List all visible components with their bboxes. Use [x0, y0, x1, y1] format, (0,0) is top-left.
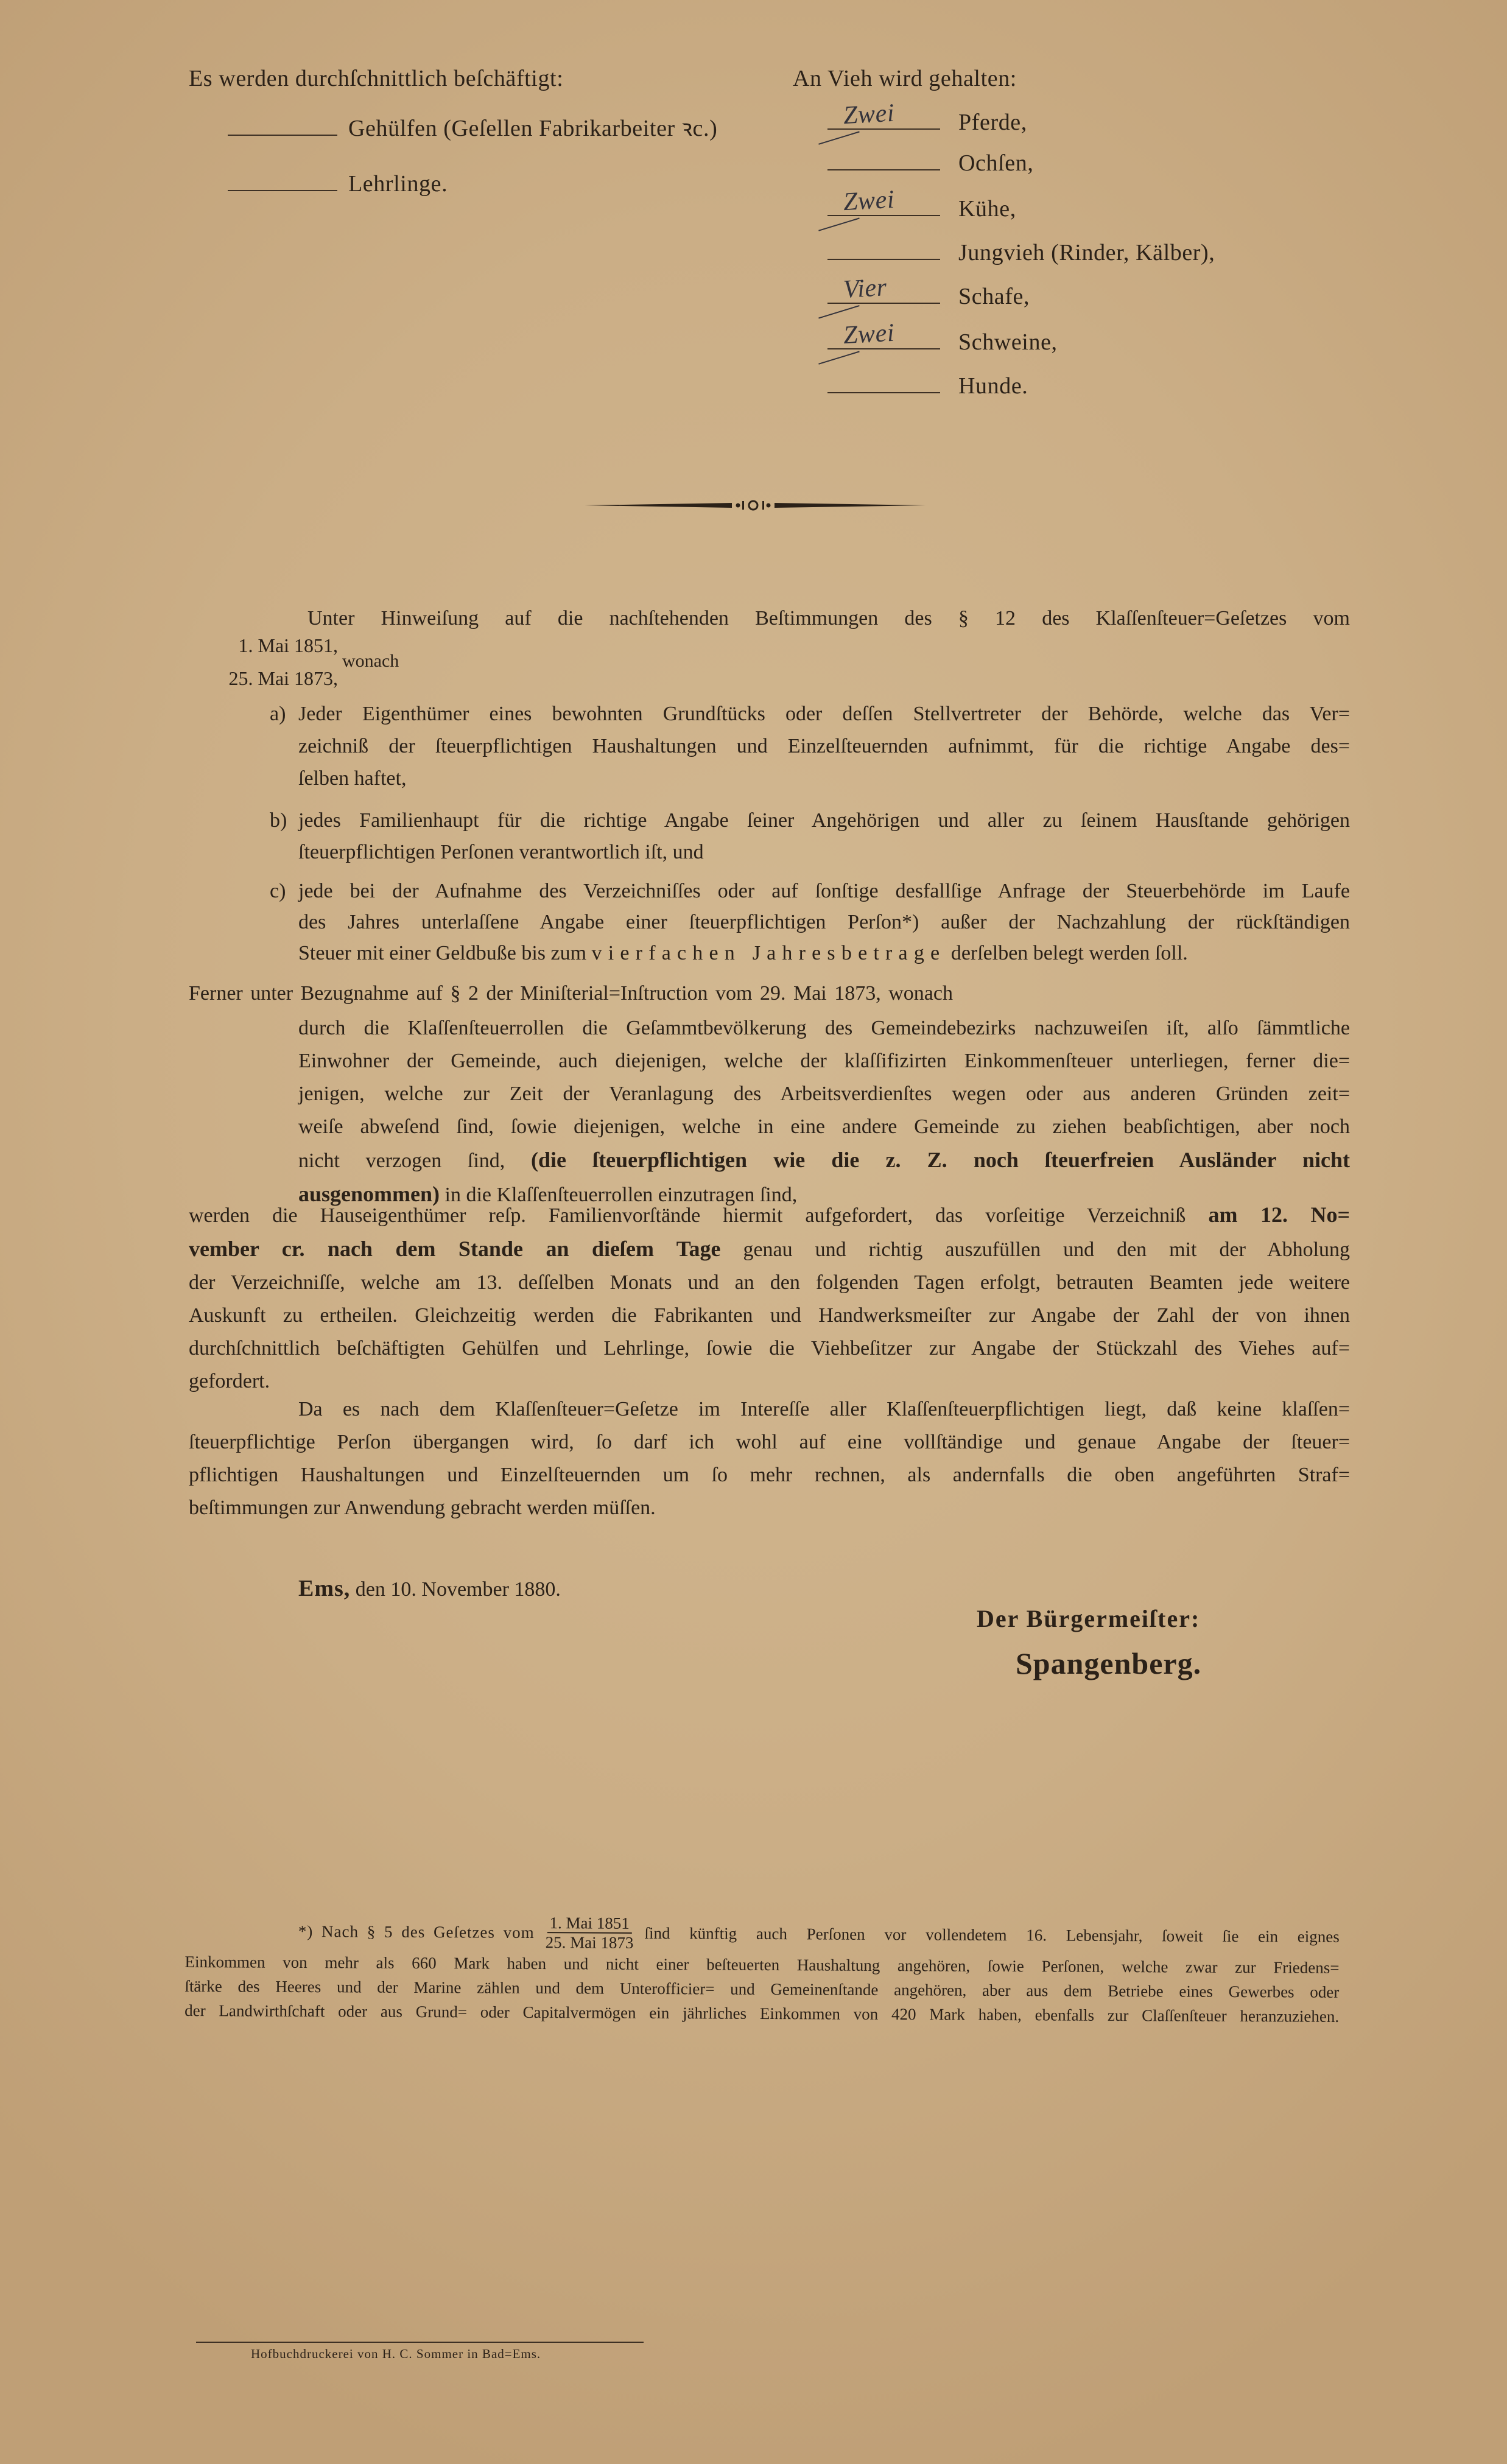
provision-b-marker: b)	[270, 809, 287, 832]
mayor-signature-name: Spangenberg.	[1016, 1646, 1202, 1680]
request-line-6: gefordert.	[189, 1370, 270, 1392]
pigs-label: Schweine,	[958, 329, 1058, 355]
provision-c-line-3-end: derſelben belegt werden ſoll.	[946, 942, 1188, 964]
ornamental-divider	[578, 496, 932, 514]
mayor-title: Der Bürgermeiſter:	[977, 1605, 1201, 1632]
provision-a-line-2: zeichniß der ſteuerpflichtigen Haushaltungen und Einzelſteuernden aufnimmt, für die richtige Angabe des=	[298, 735, 1350, 757]
divider-bar-right	[762, 501, 764, 510]
request-line-3: der Verzeichniſſe, welche am 13. deſſelben Monats und an den folgenden Tagen erfolgt, betrauten Beamten jede weitere	[189, 1271, 1350, 1294]
imprint-rule	[196, 2342, 644, 2343]
request-line-1-bold: am 12. No=	[1208, 1202, 1351, 1227]
livestock-row-cows	[827, 185, 1016, 224]
livestock-row-dogs	[827, 371, 1028, 401]
assistants-label: Gehülfen (Geſellen Fabrikarbeiter ꝛc.)	[348, 116, 718, 141]
footnote-line-3: ſtärke des Heeres und der Marine zählen und dem Unterofficier= und Gemeinenſtande angehören, aber aus dem Betriebe eines Gewerbes oder	[184, 1976, 1340, 2001]
ferner-line-6-text: in die Klaſſenſteuerrollen einzutragen ſind,	[440, 1184, 798, 1206]
divider-dot-left	[736, 504, 740, 508]
footnote-line-1	[298, 1912, 1340, 1956]
divider-bar-left	[742, 501, 744, 510]
provision-c	[270, 876, 1350, 969]
divider-right-taper	[775, 503, 926, 508]
ferner-line-5	[298, 1143, 1350, 1178]
provision-a	[270, 698, 1350, 795]
provision-a-line-1: Jeder Eigenthümer eines bewohnten Grundſtücks oder deſſen Stellvertreter der Behörde, welche das Ver=	[298, 703, 1350, 725]
livestock-row-oxen	[827, 148, 1033, 178]
apprentices-label: Lehrlinge.	[348, 171, 448, 197]
livestock-heading: An Vieh wird gehalten:	[793, 66, 1017, 91]
provision-b-line-1: jedes Familienhaupt für die richtige Angabe ſeiner Angehörigen und aller zu ſeinem Hausſtande gehörigen	[298, 809, 1350, 832]
ferner-body	[298, 1012, 1350, 1212]
provision-a-marker: a)	[270, 703, 286, 725]
dogs-count-blank	[827, 392, 940, 393]
footnote-body	[184, 1950, 1340, 2029]
printer-imprint: Hofbuchdruckerei von H. C. Sommer in Bad=Ems.	[251, 2346, 541, 2361]
horses-label: Pferde,	[958, 110, 1027, 135]
livestock-row-horses	[827, 99, 1027, 138]
provision-c-line-2: des Jahres unterlaſſene Angabe einer ſteuerpflichtigen Perſon*) außer der Nachzahlung der rückſtändigen	[298, 911, 1350, 933]
notice-intro: Unter Hinweiſung auf die nachſtehenden Beſtimmungen des § 12 des Klaſſenſteuer=Geſetzes vom	[307, 607, 1350, 630]
staff-heading: Es werden durchſchnittlich beſchäftigt:	[189, 66, 564, 91]
provision-a-line-3: ſelben haftet,	[298, 767, 407, 790]
law-date-1: 1. Mai 1851,	[238, 634, 338, 656]
ferner-line-4: weiſe abweſend ſind, ſowie diejenigen, welche in eine andere Gemeinde zu ziehen beabſichtigen, aber noch	[298, 1115, 1350, 1138]
footnote-line-1-rest: ſind künftig auch Perſonen vor vollendetem 16. Lebensjahr, ſoweit ſie ein eignes	[644, 1923, 1340, 1946]
young-cattle-count-blank	[827, 259, 940, 260]
divider-dot-right	[767, 504, 771, 508]
ferner-line-3: jenigen, welche zur Zeit der Veranlagung des Arbeitsverdienſtes wegen oder aus anderen Gründen zeit=	[298, 1083, 1350, 1105]
request-line-1	[189, 1198, 1350, 1232]
request-paragraph	[189, 1198, 1350, 1398]
appeal-line-4: beſtimmungen zur Anwendung gebracht werden müſſen.	[189, 1497, 656, 1519]
law-date-2: 25. Mai 1873,	[228, 667, 338, 689]
apprentices-count-blank	[228, 190, 337, 191]
livestock-row-sheep	[827, 273, 1030, 312]
divider-left-taper	[585, 503, 732, 508]
horses-count-blank	[827, 99, 940, 130]
date: den 10. November 1880.	[355, 1578, 561, 1601]
livestock-row-pigs	[827, 318, 1058, 357]
staff-row-apprentices	[228, 169, 448, 199]
appeal-line-3: pflichtigen Haushaltungen und Einzelſteuernden um ſo mehr rechnen, als andernfalls die oben angeführten Straf=	[189, 1464, 1350, 1486]
ferner-line-6-bold: ausgenommen)	[298, 1182, 440, 1206]
request-line-2-bold: vember cr. nach dem Stande an dieſem Tage	[189, 1237, 721, 1261]
young-cattle-label: Jungvieh (Rinder, Kälber),	[958, 240, 1215, 265]
pigs-count-handwritten: Zwei	[842, 318, 896, 350]
sheep-label: Schafe,	[958, 284, 1030, 309]
request-line-1-text: werden die Hauseigenthümer reſp. Familienvorſtände hiermit aufgefordert, das vorſeitige Verzeichniß	[189, 1204, 1209, 1227]
provision-c-line-1: jede bei der Aufnahme des Verzeichniſſes oder auf ſonſtige desfallſige Anfrage der Steuerbehörde im Laufe	[298, 880, 1350, 902]
request-line-2-text: genau und richtig auszufüllen und den mit der Abholung	[720, 1238, 1351, 1261]
provision-b-line-2: ſteuerpflichtigen Perſonen verantwortlich iſt, und	[298, 841, 704, 863]
ferner-line-2: Einwohner der Gemeinde, auch diejenigen, welche der klaſſifizirten Einkommenſteuer unterliegen, ferner die=	[298, 1050, 1350, 1072]
footnote-date-numerator: 1. Mai 1851	[547, 1914, 631, 1934]
provision-c-marker: c)	[270, 880, 286, 902]
provision-c-line-3	[298, 938, 1350, 969]
ferner-line-1: durch die Klaſſenſteuerrollen die Geſammtbevölkerung des Gemeindebezirks nachzuweiſen iſt, alſo ſämmtliche	[298, 1017, 1350, 1039]
provision-b	[270, 805, 1350, 868]
cows-label: Kühe,	[958, 196, 1016, 222]
footnote-date-denominator: 25. Mai 1873	[545, 1933, 634, 1952]
appeal-line-1: Da es nach dem Klaſſenſteuer=Geſetze im Intereſſe aller Klaſſenſteuerpflichtigen liegt, daß keine klaſſen=	[298, 1398, 1350, 1420]
sheep-count-blank	[827, 273, 940, 304]
place: Ems,	[298, 1576, 351, 1601]
cows-count-handwritten: Zwei	[842, 185, 896, 217]
sheep-count-handwritten: Vier	[842, 273, 888, 304]
request-line-4: Auskunft zu ertheilen. Gleichzeitig werden die Fabrikanten und Handwerksmeiſter zur Angabe der Zahl der von ihnen	[189, 1304, 1350, 1327]
provision-c-spaced-phrase: vierfachen Jahresbetrage	[591, 942, 946, 964]
request-line-2	[189, 1232, 1350, 1266]
footnote-law-dates	[543, 1914, 636, 1952]
horses-count-handwritten: Zwei	[842, 99, 896, 130]
ferner-line-5-bold: (die ſteuerpflichtigen wie die z. Z. noch ſteuerfreien Ausländer nicht	[530, 1148, 1350, 1172]
place-date-line	[298, 1572, 561, 1606]
provision-c-line-3-start: Steuer mit einer Geldbuße bis zum	[298, 942, 592, 964]
dogs-label: Hunde.	[958, 373, 1028, 399]
pigs-count-blank	[827, 318, 940, 350]
footnote	[184, 1912, 1340, 2029]
cows-count-blank	[827, 185, 940, 217]
appeal-paragraph	[189, 1393, 1350, 1525]
staff-row-assistants	[228, 113, 717, 144]
appeal-line-2: ſteuerpflichtige Perſon übergangen wird, ſo darf ich wohl auf eine vollſtändige und genaue Angabe der ſteuer=	[189, 1431, 1350, 1453]
oxen-count-blank	[827, 169, 940, 170]
divider-ring	[749, 501, 757, 510]
assistants-count-blank	[228, 135, 337, 136]
livestock-row-young-cattle	[827, 237, 1215, 268]
request-line-5: durchſchnittlich beſchäftigten Gehülfen und Lehrlinge, ſowie die Viehbeſitzer zur Angabe der Stückzahl des Viehes auf=	[189, 1337, 1350, 1360]
ferner-line-5-text: nicht verzogen ſind,	[298, 1150, 531, 1172]
ferner-lead: Ferner unter Bezugnahme auf § 2 der Miniſterial=Inſtruction vom 29. Mai 1873, wonach	[189, 982, 953, 1005]
wonach-label: wonach	[342, 651, 399, 671]
oxen-label: Ochſen,	[958, 150, 1034, 176]
footnote-lead: *) Nach § 5 des Geſetzes vom	[298, 1922, 535, 1942]
footnote-line-4: der Landwirthſchaft oder aus Grund= oder Capitalvermögen ein jährliches Einkommen von 420 Mark haben, ebenfalls zur Claſſenſteuer heranzuziehen.	[184, 2001, 1340, 2026]
footnote-line-2: Einkommen von mehr als 660 Mark haben und nicht einer beſteuerten Haushaltung angehören, ſowie Perſonen, welche zwar zur Friedens=	[184, 1952, 1340, 1977]
